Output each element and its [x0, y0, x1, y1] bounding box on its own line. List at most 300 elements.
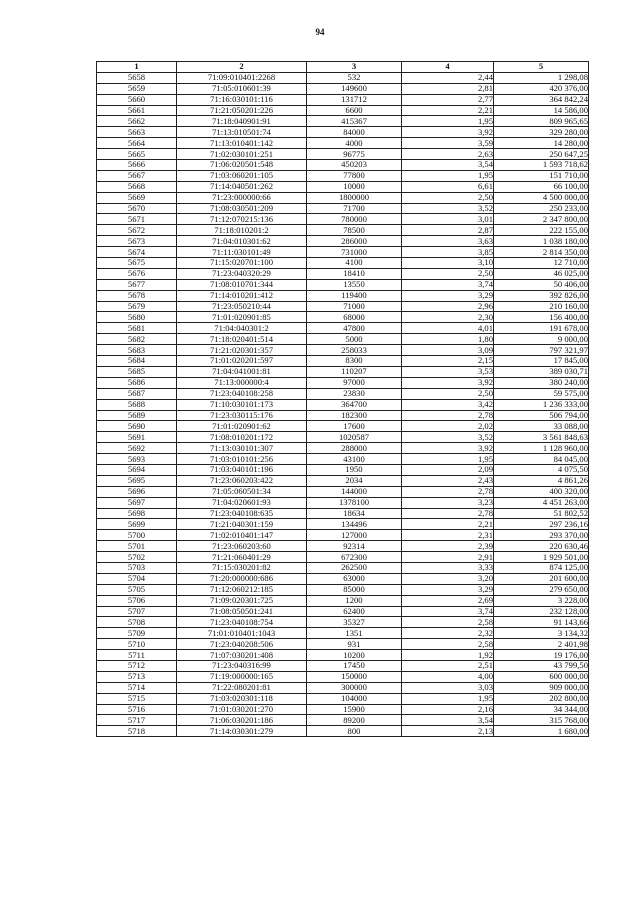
area-cell: 78500: [307, 225, 402, 236]
row-number-cell: 5658: [97, 72, 177, 83]
value-cell: 1 038 180,00: [494, 236, 589, 247]
cadastral-number-cell: 71:16:030101:116: [177, 94, 307, 105]
table-row: [97, 639, 589, 650]
table-row: [97, 181, 589, 192]
area-cell: 10000: [307, 181, 402, 192]
area-cell: 1378100: [307, 497, 402, 508]
cadastral-number-cell: 71:03:020301:118: [177, 693, 307, 704]
rate-cell: 3,42: [402, 399, 494, 410]
value-cell: 506 794,00: [494, 410, 589, 421]
value-cell: 329 280,00: [494, 127, 589, 138]
value-cell: 1 929 501,00: [494, 552, 589, 563]
area-cell: 92314: [307, 541, 402, 552]
area-cell: 43100: [307, 454, 402, 465]
value-cell: 14 586,00: [494, 105, 589, 116]
table-row: [97, 312, 589, 323]
value-cell: 201 600,00: [494, 573, 589, 584]
value-cell: 210 160,00: [494, 301, 589, 312]
area-cell: 4100: [307, 258, 402, 269]
value-cell: 2 347 800,00: [494, 214, 589, 225]
row-number-cell: 5713: [97, 671, 177, 682]
area-cell: 1200: [307, 595, 402, 606]
area-cell: 5000: [307, 334, 402, 345]
value-cell: 389 030,71: [494, 366, 589, 377]
rate-cell: 2,78: [402, 508, 494, 519]
rate-cell: 6,61: [402, 181, 494, 192]
rate-cell: 2,43: [402, 475, 494, 486]
value-cell: 797 321,97: [494, 345, 589, 356]
row-number-cell: 5688: [97, 399, 177, 410]
table-row: [97, 617, 589, 628]
row-number-cell: 5683: [97, 345, 177, 356]
row-number-cell: 5687: [97, 388, 177, 399]
table-row: [97, 345, 589, 356]
cadastral-number-cell: 71:09:010401:2268: [177, 72, 307, 83]
rate-cell: 3,92: [402, 443, 494, 454]
table-row: [97, 388, 589, 399]
value-cell: 51 802,52: [494, 508, 589, 519]
cadastral-number-cell: 71:15:030201:82: [177, 562, 307, 573]
rate-cell: 3,53: [402, 366, 494, 377]
cadastral-number-cell: 71:04:010301:62: [177, 236, 307, 247]
value-cell: 250 233,00: [494, 203, 589, 214]
rate-cell: 2,50: [402, 388, 494, 399]
rate-cell: 2,58: [402, 639, 494, 650]
rate-cell: 2,96: [402, 301, 494, 312]
area-cell: 931: [307, 639, 402, 650]
area-cell: 8300: [307, 356, 402, 367]
rate-cell: 2,15: [402, 356, 494, 367]
table-row: [97, 432, 589, 443]
cadastral-number-cell: 71:14:010201:412: [177, 290, 307, 301]
row-number-cell: 5704: [97, 573, 177, 584]
rate-cell: 1,95: [402, 116, 494, 127]
table-row: [97, 410, 589, 421]
cadastral-number-cell: 71:21:020301:357: [177, 345, 307, 356]
table-row: [97, 693, 589, 704]
value-cell: 91 143,66: [494, 617, 589, 628]
cadastral-number-cell: 71:09:020301:725: [177, 595, 307, 606]
row-number-cell: 5695: [97, 475, 177, 486]
cadastral-number-cell: 71:04:041001:81: [177, 366, 307, 377]
table-row: [97, 116, 589, 127]
area-cell: 182300: [307, 410, 402, 421]
row-number-cell: 5686: [97, 377, 177, 388]
value-cell: 202 800,00: [494, 693, 589, 704]
cadastral-number-cell: 71:23:040208:506: [177, 639, 307, 650]
value-cell: 50 406,00: [494, 279, 589, 290]
value-cell: 293 370,00: [494, 530, 589, 541]
rate-cell: 2,78: [402, 410, 494, 421]
area-cell: 4000: [307, 138, 402, 149]
cadastral-number-cell: 71:01:030201:270: [177, 704, 307, 715]
cadastral-number-cell: 71:19:000000:165: [177, 671, 307, 682]
value-cell: 809 965,65: [494, 116, 589, 127]
row-number-cell: 5669: [97, 192, 177, 203]
value-cell: 2 401,98: [494, 639, 589, 650]
rate-cell: 3,59: [402, 138, 494, 149]
cadastral-number-cell: 71:05:010601:39: [177, 83, 307, 94]
rate-cell: 3,63: [402, 236, 494, 247]
table-row: [97, 595, 589, 606]
table-row: [97, 83, 589, 94]
row-number-cell: 5703: [97, 562, 177, 573]
cadastral-number-cell: 71:21:060401:29: [177, 552, 307, 563]
value-cell: 4 451 263,00: [494, 497, 589, 508]
area-cell: 288000: [307, 443, 402, 454]
rate-cell: 2,51: [402, 660, 494, 671]
area-cell: 119400: [307, 290, 402, 301]
rate-cell: 2,58: [402, 617, 494, 628]
area-cell: 23830: [307, 388, 402, 399]
rate-cell: 4,01: [402, 323, 494, 334]
value-cell: 34 344,00: [494, 704, 589, 715]
table-row: [97, 530, 589, 541]
rate-cell: 1,92: [402, 650, 494, 661]
row-number-cell: 5678: [97, 290, 177, 301]
table-row: [97, 464, 589, 475]
row-number-cell: 5692: [97, 443, 177, 454]
row-number-cell: 5675: [97, 258, 177, 269]
rate-cell: 3,29: [402, 584, 494, 595]
row-number-cell: 5706: [97, 595, 177, 606]
cadastral-number-cell: 71:02:030101:251: [177, 149, 307, 160]
area-cell: 364700: [307, 399, 402, 410]
cadastral-number-cell: 71:01:020901:85: [177, 312, 307, 323]
table-row: [97, 584, 589, 595]
rate-cell: 3,54: [402, 160, 494, 171]
row-number-cell: 5701: [97, 541, 177, 552]
table-row: [97, 573, 589, 584]
table-row: [97, 726, 589, 737]
area-cell: 17450: [307, 660, 402, 671]
value-cell: 279 650,00: [494, 584, 589, 595]
area-cell: 17600: [307, 421, 402, 432]
area-cell: 71000: [307, 301, 402, 312]
row-number-cell: 5672: [97, 225, 177, 236]
row-number-cell: 5664: [97, 138, 177, 149]
cadastral-number-cell: 71:01:010401:1043: [177, 628, 307, 639]
cadastral-number-cell: 71:01:020201:597: [177, 356, 307, 367]
value-cell: 315 768,00: [494, 715, 589, 726]
value-cell: 3 134,32: [494, 628, 589, 639]
table-row: [97, 486, 589, 497]
row-number-cell: 5681: [97, 323, 177, 334]
rate-cell: 3,10: [402, 258, 494, 269]
cadastral-number-cell: 71:13:000000:4: [177, 377, 307, 388]
cadastral-number-cell: 71:22:080201:81: [177, 682, 307, 693]
table-row: [97, 323, 589, 334]
table-row: [97, 258, 589, 269]
rate-cell: 2,30: [402, 312, 494, 323]
table-row: [97, 682, 589, 693]
value-cell: 84 045,00: [494, 454, 589, 465]
rate-cell: 1,95: [402, 170, 494, 181]
area-cell: 104000: [307, 693, 402, 704]
value-cell: 14 280,00: [494, 138, 589, 149]
cadastral-number-cell: 71:23:040108:258: [177, 388, 307, 399]
row-number-cell: 5679: [97, 301, 177, 312]
row-number-cell: 5696: [97, 486, 177, 497]
rate-cell: 2,87: [402, 225, 494, 236]
column-header-5: 5: [494, 62, 589, 73]
rate-cell: 2,81: [402, 83, 494, 94]
row-number-cell: 5712: [97, 660, 177, 671]
cadastral-number-cell: 71:23:040320:29: [177, 268, 307, 279]
table-row: [97, 628, 589, 639]
table-row: [97, 366, 589, 377]
row-number-cell: 5682: [97, 334, 177, 345]
cadastral-number-cell: 71:02:010401:147: [177, 530, 307, 541]
rate-cell: 2,77: [402, 94, 494, 105]
cadastral-number-cell: 71:14:040501:262: [177, 181, 307, 192]
area-cell: 77800: [307, 170, 402, 181]
row-number-cell: 5689: [97, 410, 177, 421]
cadastral-number-cell: 71:03:040101:196: [177, 464, 307, 475]
table-row: [97, 562, 589, 573]
row-number-cell: 5693: [97, 454, 177, 465]
cadastral-number-cell: 71:23:000000:66: [177, 192, 307, 203]
value-cell: 17 845,00: [494, 356, 589, 367]
row-number-cell: 5702: [97, 552, 177, 563]
value-cell: 19 176,00: [494, 650, 589, 661]
area-cell: 84000: [307, 127, 402, 138]
value-cell: 392 826,00: [494, 290, 589, 301]
cadastral-number-cell: 71:11:030101:49: [177, 247, 307, 258]
rate-cell: 3,54: [402, 715, 494, 726]
table-row: [97, 704, 589, 715]
rate-cell: 3,33: [402, 562, 494, 573]
cadastral-number-cell: 71:10:030101:173: [177, 399, 307, 410]
cadastral-number-cell: 71:18:020401:514: [177, 334, 307, 345]
row-number-cell: 5660: [97, 94, 177, 105]
table-row: [97, 650, 589, 661]
area-cell: 286000: [307, 236, 402, 247]
rate-cell: 2,91: [402, 552, 494, 563]
rate-cell: 1,80: [402, 334, 494, 345]
value-cell: 297 236,16: [494, 519, 589, 530]
row-number-cell: 5685: [97, 366, 177, 377]
value-cell: 220 630,46: [494, 541, 589, 552]
area-cell: 13550: [307, 279, 402, 290]
table-row: [97, 170, 589, 181]
area-cell: 731000: [307, 247, 402, 258]
cadastral-number-cell: 71:23:060203:60: [177, 541, 307, 552]
cadastral-number-cell: 71:21:040301:159: [177, 519, 307, 530]
table-row: [97, 192, 589, 203]
table-row: [97, 72, 589, 83]
row-number-cell: 5671: [97, 214, 177, 225]
cadastral-number-cell: 71:06:030201:186: [177, 715, 307, 726]
rate-cell: 1,95: [402, 454, 494, 465]
rate-cell: 2,09: [402, 464, 494, 475]
row-number-cell: 5711: [97, 650, 177, 661]
rate-cell: 3,29: [402, 290, 494, 301]
cadastral-number-cell: 71:12:070215:136: [177, 214, 307, 225]
rate-cell: 3,74: [402, 606, 494, 617]
row-number-cell: 5674: [97, 247, 177, 258]
rate-cell: 3,74: [402, 279, 494, 290]
area-cell: 89200: [307, 715, 402, 726]
cadastral-number-cell: 71:13:010501:74: [177, 127, 307, 138]
cadastral-number-cell: 71:23:050210:44: [177, 301, 307, 312]
cadastral-number-cell: 71:12:060212:185: [177, 584, 307, 595]
cadastral-number-cell: 71:14:030301:279: [177, 726, 307, 737]
area-cell: 150000: [307, 671, 402, 682]
area-cell: 18410: [307, 268, 402, 279]
cadastral-number-cell: 71:23:040316:99: [177, 660, 307, 671]
area-cell: 450203: [307, 160, 402, 171]
cadastral-number-cell: 71:01:020901:62: [177, 421, 307, 432]
value-cell: 222 155,00: [494, 225, 589, 236]
table-row: [97, 160, 589, 171]
cadastral-number-cell: 71:04:040301:2: [177, 323, 307, 334]
row-number-cell: 5718: [97, 726, 177, 737]
value-cell: 909 000,00: [494, 682, 589, 693]
rate-cell: 3,09: [402, 345, 494, 356]
table-row: [97, 268, 589, 279]
area-cell: 63000: [307, 573, 402, 584]
area-cell: 10200: [307, 650, 402, 661]
rate-cell: 2,21: [402, 519, 494, 530]
value-cell: 46 025,00: [494, 268, 589, 279]
area-cell: 262500: [307, 562, 402, 573]
value-cell: 156 400,00: [494, 312, 589, 323]
cadastral-number-cell: 71:08:030501:209: [177, 203, 307, 214]
table-row: [97, 247, 589, 258]
column-header-2: 2: [177, 62, 307, 73]
value-cell: 380 240,00: [494, 377, 589, 388]
row-number-cell: 5673: [97, 236, 177, 247]
rate-cell: 2,02: [402, 421, 494, 432]
table-row: [97, 149, 589, 160]
rate-cell: 2,78: [402, 486, 494, 497]
area-cell: 110207: [307, 366, 402, 377]
row-number-cell: 5707: [97, 606, 177, 617]
row-number-cell: 5717: [97, 715, 177, 726]
value-cell: 151 710,00: [494, 170, 589, 181]
row-number-cell: 5708: [97, 617, 177, 628]
table-row: [97, 127, 589, 138]
row-number-cell: 5697: [97, 497, 177, 508]
table-row: [97, 334, 589, 345]
rate-cell: 2,16: [402, 704, 494, 715]
area-cell: 1950: [307, 464, 402, 475]
area-cell: 96775: [307, 149, 402, 160]
value-cell: 4 500 000,00: [494, 192, 589, 203]
row-number-cell: 5667: [97, 170, 177, 181]
area-cell: 149600: [307, 83, 402, 94]
table-row: [97, 660, 589, 671]
rate-cell: 3,52: [402, 432, 494, 443]
cadastral-number-cell: 71:03:010101:256: [177, 454, 307, 465]
value-cell: 1 593 718,62: [494, 160, 589, 171]
cadastral-number-cell: 71:23:030115:176: [177, 410, 307, 421]
table-row: [97, 138, 589, 149]
area-cell: 6600: [307, 105, 402, 116]
table-row: [97, 715, 589, 726]
cadastral-number-cell: 71:18:040901:91: [177, 116, 307, 127]
rate-cell: 3,92: [402, 377, 494, 388]
cadastral-number-cell: 71:08:010701:344: [177, 279, 307, 290]
rate-cell: 2,39: [402, 541, 494, 552]
area-cell: 532: [307, 72, 402, 83]
row-number-cell: 5715: [97, 693, 177, 704]
area-cell: 97000: [307, 377, 402, 388]
table-row: [97, 497, 589, 508]
area-cell: 134496: [307, 519, 402, 530]
cadastral-number-cell: 71:13:010401:142: [177, 138, 307, 149]
rate-cell: 2,31: [402, 530, 494, 541]
cadastral-number-cell: 71:21:050201:226: [177, 105, 307, 116]
table-row: [97, 552, 589, 563]
rate-cell: 4,00: [402, 671, 494, 682]
rate-cell: 1,95: [402, 693, 494, 704]
area-cell: 672300: [307, 552, 402, 563]
value-cell: 1 680,00: [494, 726, 589, 737]
rate-cell: 2,13: [402, 726, 494, 737]
value-cell: 250 647,25: [494, 149, 589, 160]
rate-cell: 2,63: [402, 149, 494, 160]
rate-cell: 3,52: [402, 203, 494, 214]
cadastral-number-cell: 71:23:040108:754: [177, 617, 307, 628]
value-cell: 400 320,00: [494, 486, 589, 497]
row-number-cell: 5668: [97, 181, 177, 192]
area-cell: 71700: [307, 203, 402, 214]
cadastral-number-cell: 71:03:060201:105: [177, 170, 307, 181]
value-cell: 4 861,26: [494, 475, 589, 486]
value-cell: 33 088,00: [494, 421, 589, 432]
area-cell: 144000: [307, 486, 402, 497]
table-body: [97, 72, 589, 736]
column-header-1: 1: [97, 62, 177, 73]
rate-cell: 2,21: [402, 105, 494, 116]
cadastral-number-cell: 71:05:060501:34: [177, 486, 307, 497]
row-number-cell: 5709: [97, 628, 177, 639]
row-number-cell: 5705: [97, 584, 177, 595]
value-cell: 9 000,00: [494, 334, 589, 345]
rate-cell: 2,32: [402, 628, 494, 639]
area-cell: 127000: [307, 530, 402, 541]
table-row: [97, 225, 589, 236]
row-number-cell: 5698: [97, 508, 177, 519]
table-row: [97, 290, 589, 301]
area-cell: 62400: [307, 606, 402, 617]
cadastral-number-cell: 71:23:040108:635: [177, 508, 307, 519]
value-cell: 191 678,00: [494, 323, 589, 334]
page-number: 94: [315, 27, 325, 37]
cadastral-number-cell: 71:15:020701:100: [177, 258, 307, 269]
table-row: [97, 377, 589, 388]
cadastral-number-cell: 71:20:000000:686: [177, 573, 307, 584]
column-header-4: 4: [402, 62, 494, 73]
column-header-3: 3: [307, 62, 402, 73]
row-number-cell: 5663: [97, 127, 177, 138]
area-cell: 131712: [307, 94, 402, 105]
row-number-cell: 5661: [97, 105, 177, 116]
table-row: [97, 214, 589, 225]
table-row: [97, 399, 589, 410]
rate-cell: 3,03: [402, 682, 494, 693]
row-number-cell: 5665: [97, 149, 177, 160]
rate-cell: 2,69: [402, 595, 494, 606]
area-cell: 258033: [307, 345, 402, 356]
table-row: [97, 94, 589, 105]
row-number-cell: 5690: [97, 421, 177, 432]
value-cell: 4 075,50: [494, 464, 589, 475]
value-cell: 364 842,24: [494, 94, 589, 105]
value-cell: 59 575,00: [494, 388, 589, 399]
